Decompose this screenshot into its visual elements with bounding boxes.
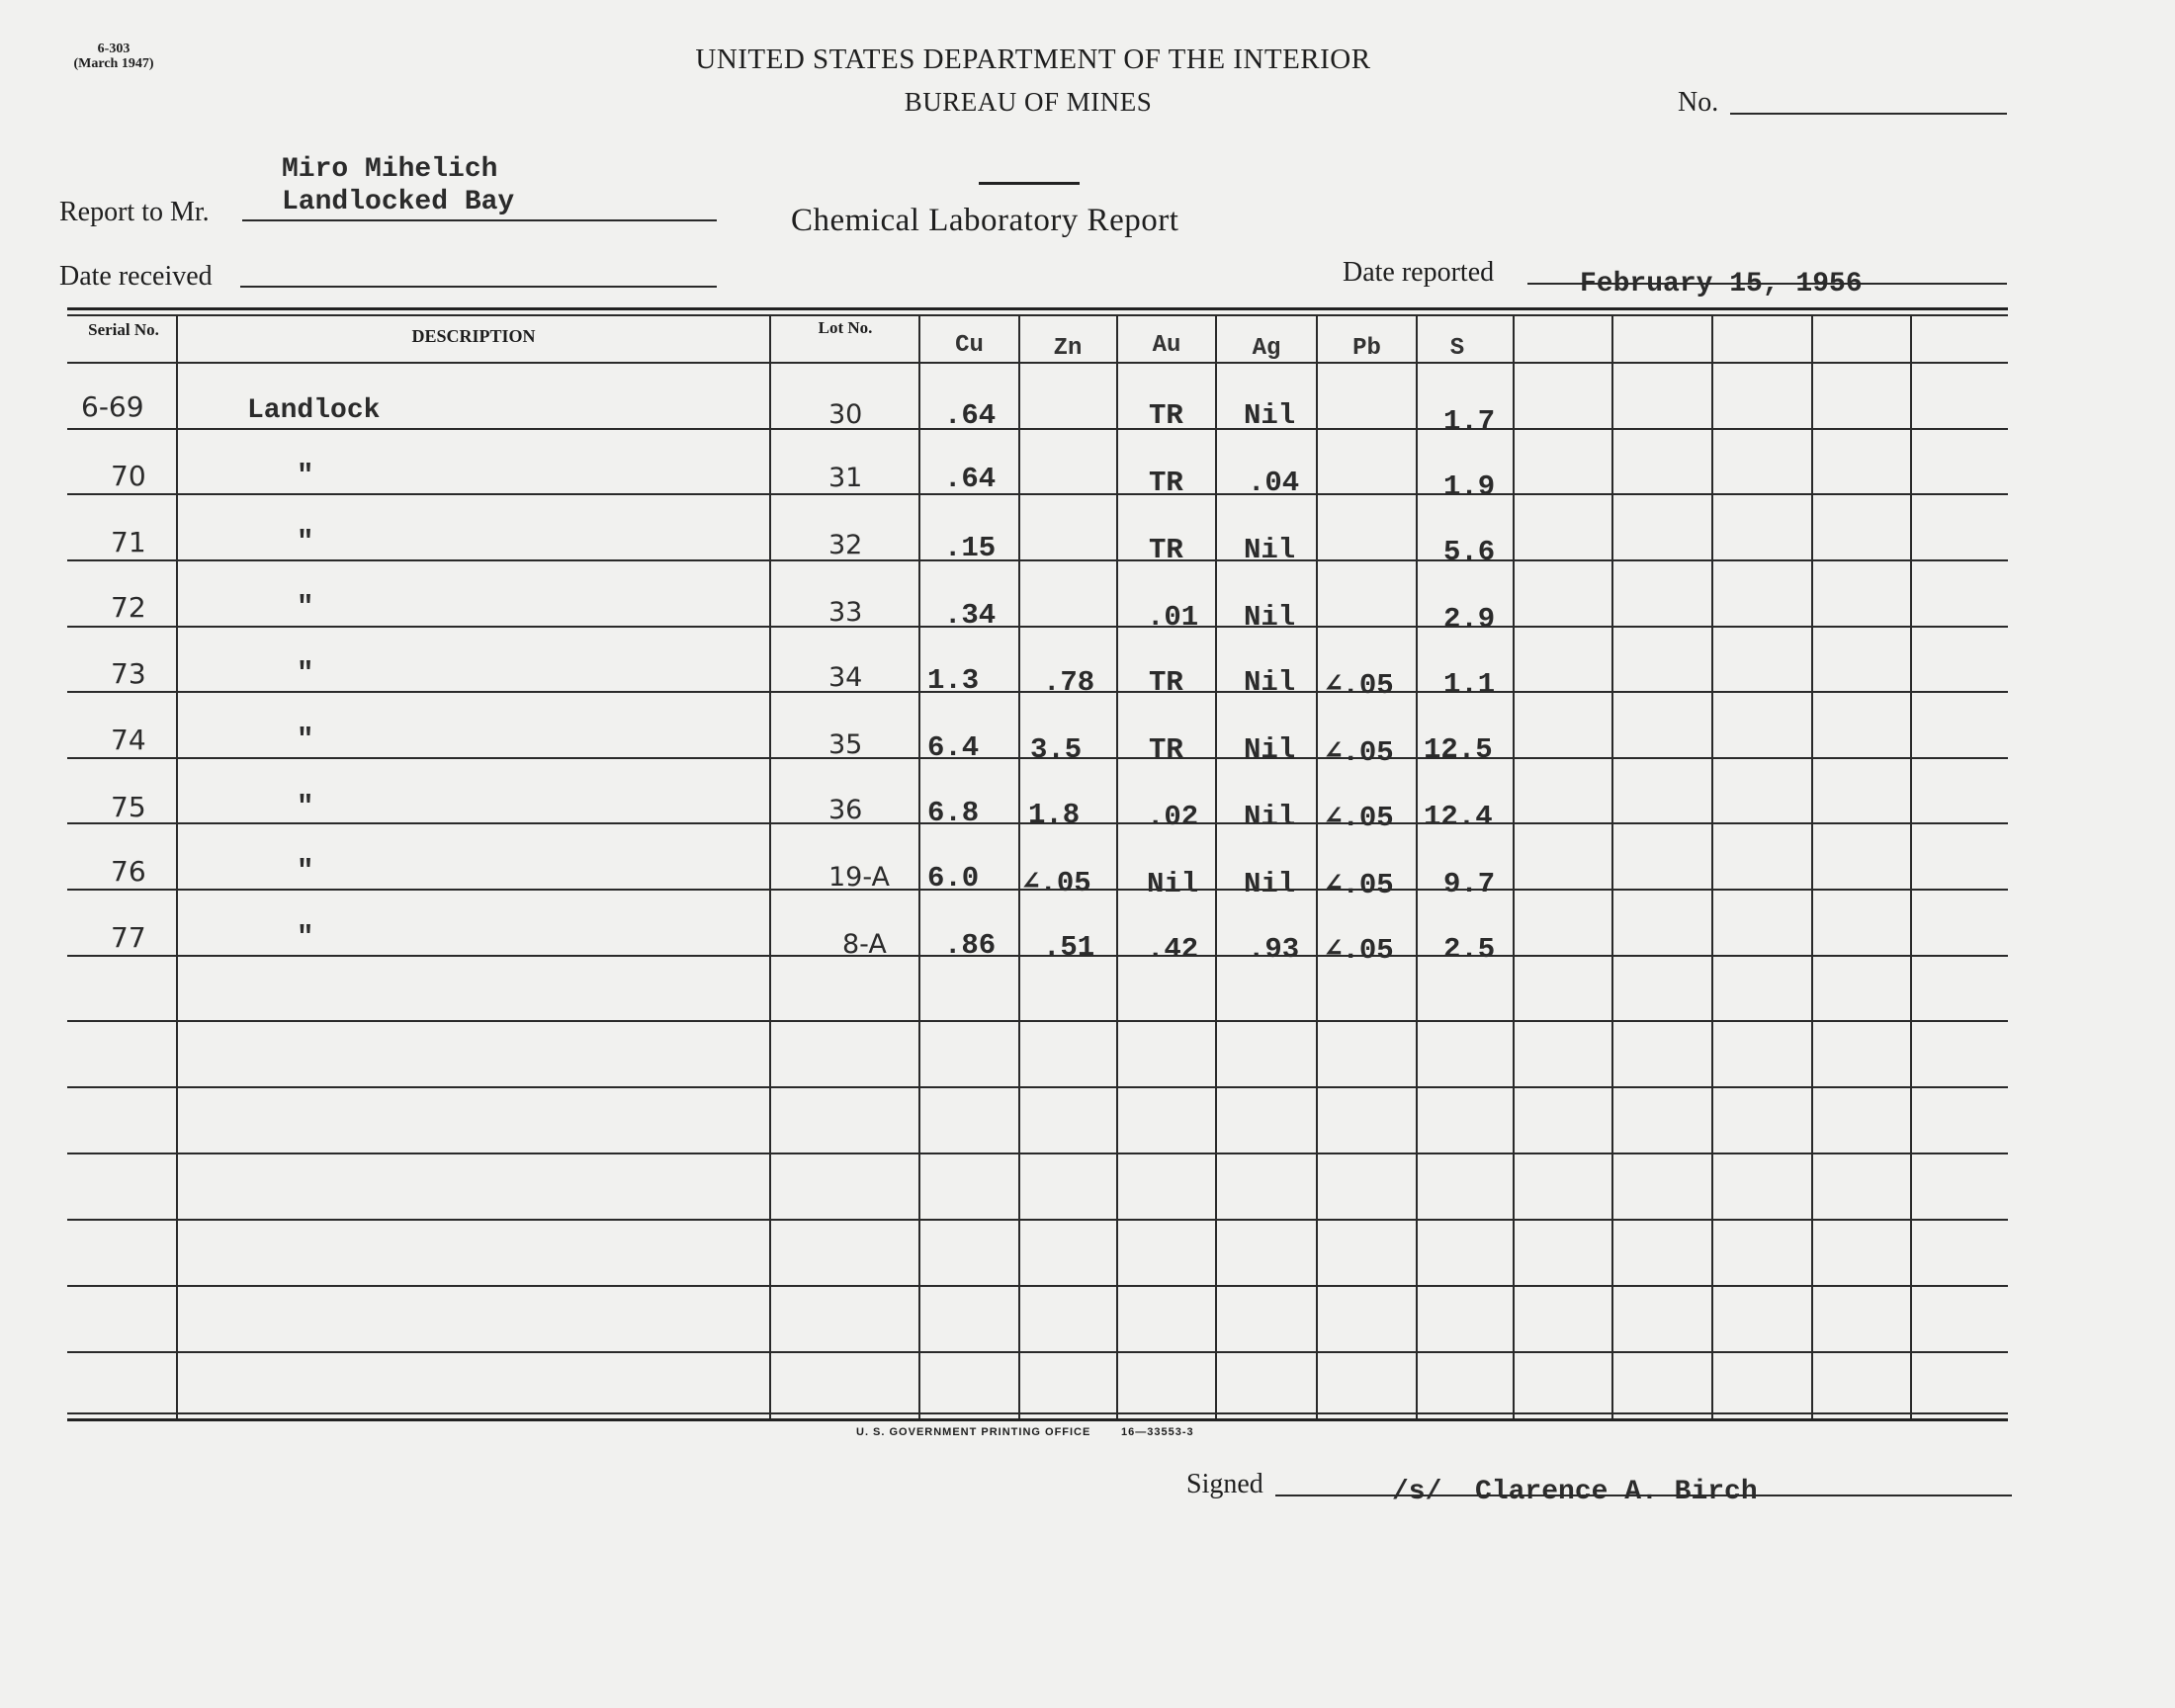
report-to-name: Miro Mihelich — [282, 154, 498, 185]
header-description: DESCRIPTION — [411, 326, 536, 346]
row-8-lot: 19-A — [828, 862, 890, 893]
row-1-description: Landlock — [247, 395, 381, 426]
row-6-lot: 35 — [828, 729, 863, 760]
row-2-lot: 31 — [828, 463, 863, 493]
report-to-label: Report to Mr. — [59, 197, 210, 227]
printing-office: U. S. GOVERNMENT PRINTING OFFICE — [856, 1426, 1091, 1438]
row-7-zn: 1.8 — [1028, 799, 1081, 831]
header-pb: Pb — [1352, 335, 1381, 362]
row-5-lot: 34 — [828, 662, 863, 693]
row-9-description: " — [297, 921, 314, 954]
row-4-ag: Nil — [1244, 601, 1296, 634]
header-serial: Serial No. — [88, 320, 159, 339]
row-line — [67, 1351, 2008, 1353]
row-8-cu: 6.0 — [927, 862, 980, 895]
col-divider-zn — [1116, 314, 1118, 1419]
row-5-au: TR — [1149, 666, 1183, 699]
row-9-lot: 8-A — [842, 929, 887, 960]
row-3-description: " — [297, 526, 314, 558]
row-1-ag: Nil — [1244, 399, 1296, 432]
col-divider-s — [1513, 314, 1515, 1419]
row-6-pb: ∠.05 — [1325, 736, 1394, 769]
signed-label: Signed — [1186, 1469, 1263, 1499]
row-5-cu: 1.3 — [927, 664, 980, 697]
row-3-serial: 71 — [111, 526, 146, 558]
row-line — [67, 626, 2008, 628]
col-divider-extra-2 — [1711, 314, 1713, 1419]
row-8-serial: 76 — [111, 855, 146, 888]
col-divider-description — [769, 314, 771, 1419]
row-3-cu: .15 — [944, 532, 997, 564]
row-4-au: .01 — [1147, 601, 1199, 634]
row-4-description: " — [297, 591, 314, 624]
table-bottom-rule — [67, 1412, 2008, 1414]
row-7-pb: ∠.05 — [1325, 802, 1394, 834]
header-cu: Cu — [955, 332, 984, 359]
report-title: Chemical Laboratory Report — [791, 203, 1179, 238]
row-3-ag: Nil — [1244, 534, 1296, 566]
row-line — [67, 493, 2008, 495]
row-2-s: 1.9 — [1443, 470, 1496, 503]
header-lot: Lot No. — [818, 318, 873, 337]
row-8-description: " — [297, 855, 314, 888]
header-au: Au — [1152, 332, 1181, 359]
row-line — [67, 955, 2008, 957]
row-2-cu: .64 — [944, 463, 997, 495]
row-7-ag: Nil — [1244, 801, 1296, 833]
row-5-zn: .78 — [1043, 666, 1095, 699]
row-9-pb: ∠.05 — [1325, 934, 1394, 967]
table-top-rule-2 — [67, 314, 2008, 316]
row-4-lot: 33 — [828, 597, 863, 628]
date-reported-line — [1527, 283, 2007, 285]
col-divider-lot — [918, 314, 920, 1419]
signature-line — [1275, 1494, 2012, 1496]
row-1-cu: .64 — [944, 399, 997, 432]
row-line — [67, 1086, 2008, 1088]
row-3-lot: 32 — [828, 530, 863, 560]
row-6-s: 12.5 — [1424, 733, 1493, 766]
row-9-zn: .51 — [1043, 931, 1095, 964]
row-7-lot: 36 — [828, 795, 863, 825]
row-6-cu: 6.4 — [927, 731, 980, 764]
date-received-label: Date received — [59, 261, 213, 292]
header-zn: Zn — [1053, 335, 1083, 362]
header-ag: Ag — [1252, 335, 1281, 362]
row-9-serial: 77 — [111, 921, 146, 954]
row-5-serial: 73 — [111, 657, 146, 690]
table-bottom-rule-2 — [67, 1418, 2008, 1421]
row-6-au: TR — [1149, 733, 1183, 766]
row-9-s: 2.5 — [1443, 933, 1496, 966]
row-2-serial: 70 — [111, 460, 146, 492]
row-4-cu: .34 — [944, 599, 997, 632]
bureau-heading: BUREAU OF MINES — [904, 87, 1153, 117]
no-label: No. — [1678, 87, 1719, 118]
row-line — [67, 1153, 2008, 1154]
row-2-description: " — [297, 460, 314, 492]
col-divider-ag — [1316, 314, 1318, 1419]
title-rule — [979, 182, 1080, 185]
row-8-pb: ∠.05 — [1325, 869, 1394, 901]
row-8-zn: ∠.05 — [1022, 867, 1091, 899]
row-1-s: 1.7 — [1443, 405, 1496, 438]
no-field-line — [1730, 113, 2007, 115]
row-6-zn: 3.5 — [1030, 733, 1083, 766]
row-4-s: 2.9 — [1443, 603, 1496, 636]
table-top-rule — [67, 307, 2008, 310]
signature: /s/ Clarence A. Birch — [1392, 1477, 1758, 1507]
row-1-au: TR — [1149, 399, 1183, 432]
row-line — [67, 1285, 2008, 1287]
row-7-cu: 6.8 — [927, 797, 980, 829]
col-divider-cu — [1018, 314, 1020, 1419]
row-8-ag: Nil — [1244, 868, 1296, 900]
col-divider-extra-1 — [1611, 314, 1613, 1419]
report-to-location: Landlocked Bay — [282, 187, 515, 217]
row-1-lot: 30 — [828, 399, 863, 430]
form-revision: (March 1947) — [73, 56, 154, 71]
row-6-description: " — [297, 724, 314, 756]
date-reported-value: February 15, 1956 — [1580, 269, 1863, 299]
col-divider-au — [1215, 314, 1217, 1419]
report-to-line — [242, 219, 717, 221]
row-line — [67, 1219, 2008, 1221]
row-2-au: TR — [1149, 467, 1183, 499]
row-3-au: TR — [1149, 534, 1183, 566]
row-line — [67, 559, 2008, 561]
row-7-serial: 75 — [111, 791, 146, 823]
row-line — [67, 691, 2008, 693]
row-3-s: 5.6 — [1443, 536, 1496, 568]
col-divider-pb — [1416, 314, 1418, 1419]
date-received-line — [240, 286, 717, 288]
row-5-pb: ∠.05 — [1325, 669, 1394, 702]
row-line — [67, 1020, 2008, 1022]
print-code: 16—33553-3 — [1121, 1426, 1194, 1438]
row-6-ag: Nil — [1244, 733, 1296, 766]
row-1-serial: 6-69 — [81, 390, 144, 423]
header-s: S — [1449, 335, 1465, 362]
row-5-s: 1.1 — [1443, 668, 1496, 701]
row-8-au: Nil — [1147, 868, 1199, 900]
col-divider-extra-4 — [1910, 314, 1912, 1419]
row-5-ag: Nil — [1244, 666, 1296, 699]
row-9-ag: .93 — [1248, 933, 1300, 966]
row-7-s: 12.4 — [1424, 801, 1493, 833]
row-4-serial: 72 — [111, 591, 146, 624]
row-2-ag: .04 — [1248, 467, 1300, 499]
row-7-au: .02 — [1147, 801, 1199, 833]
row-9-cu: .86 — [944, 929, 997, 962]
row-line — [67, 428, 2008, 430]
department-heading: UNITED STATES DEPARTMENT OF THE INTERIOR — [695, 43, 1371, 75]
row-6-serial: 74 — [111, 724, 146, 756]
col-divider-serial — [176, 314, 178, 1419]
row-9-au: .42 — [1147, 933, 1199, 966]
row-8-s: 9.7 — [1443, 868, 1496, 900]
col-divider-extra-3 — [1811, 314, 1813, 1419]
form-number: 6-303 — [97, 42, 130, 56]
date-reported-label: Date reported — [1343, 257, 1495, 288]
row-7-description: " — [297, 791, 314, 823]
row-5-description: " — [297, 657, 314, 690]
row-line — [67, 362, 2008, 364]
